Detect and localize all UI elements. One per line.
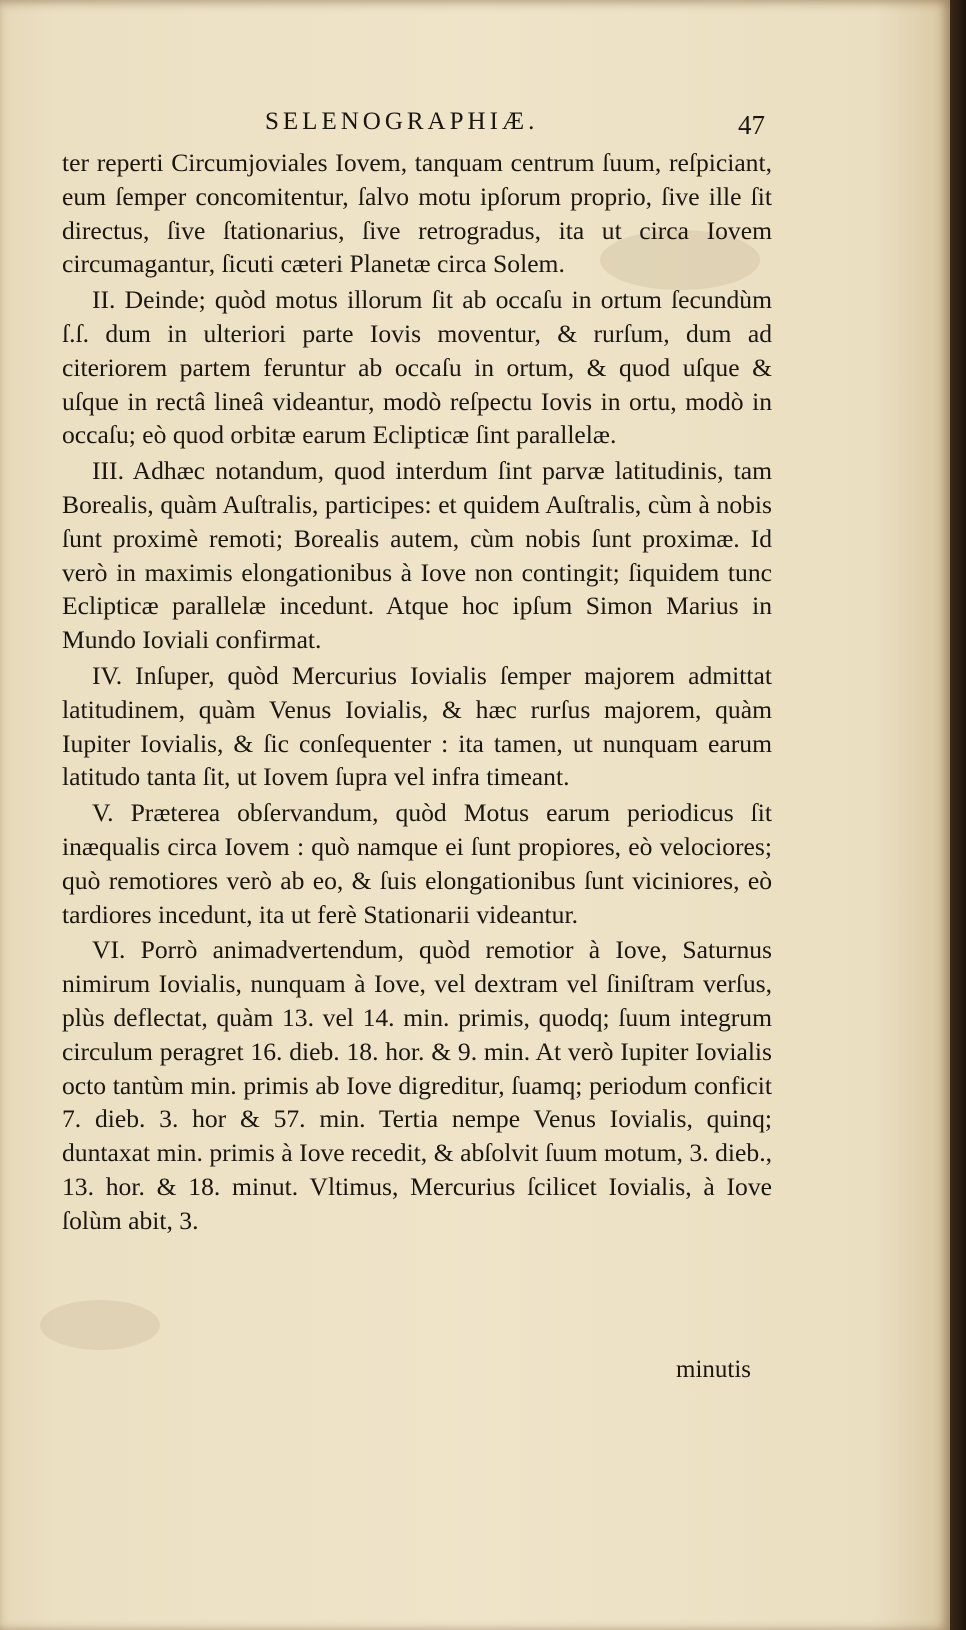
page-number: 47 [738, 110, 765, 140]
book-spine [950, 0, 966, 1630]
paragraph-continuation: ter reperti Circumjoviales Iovem, tanquam centrum ſuum, reſpiciant, eum ſemper concomitentur, ſalvo motu ipſorum proprio, ſive ille ſit directus, ſive ſtationarius, ſive retrogradus, ita ut circa Iovem circumagantur, ſicuti cæteri Planetæ circa Solem. [62, 148, 772, 279]
paragraph-vi: VI. Porrò animadvertendum, quòd remotior à Iove, Saturnus nimirum Iovialis, nunquam à Iove, vel dextram vel ſiniſtram verſus, plùs deflectat, quàm 13. vel 14. min. primis, quodq; ſuum integrum circulum peragret 16. dieb. 18. hor. & 9. min. At verò Iupiter Iovialis octo tantùm min. primis ab Iove digreditur, ſuamq; periodum conficit 7. dieb. 3. hor & 57. min. Tertia nempe Venus Iovialis, quinq; duntaxat min. primis à Iove recedit, & abſolvit ſuum motum, 3. dieb., 13. hor. & 18. minut. Vltimus, Mercurius ſcilicet Iovialis, à Iove ſolùm abit, 3. [62, 935, 772, 1235]
running-head: SELENOGRAPHIÆ. [265, 108, 539, 135]
paragraph-ii: II. Deinde; quòd motus illorum ſit ab occaſu in ortum ſecundùm ſ.ſ. dum in ulteriori parte Iovis moventur, & rurſum, dum ad citeriorem partem feruntur ab occaſu in ortum, & quod uſque & uſque in rectâ lineâ videantur, modò reſpectu Iovis in ortu, modò in occaſu; eò quod orbitæ earum Eclipticæ ſint parallelæ. [62, 285, 772, 450]
body-text [62, 146, 772, 1240]
paper-stain [40, 1300, 160, 1350]
page-header [0, 108, 950, 144]
paragraph-iii: III. Adhæc notandum, quod interdum ſint parvæ latitudinis, tam Borealis, quàm Auſtralis, participes: et quidem Auſtralis, cùm à nobis ſunt proximè remoti; Borealis autem, cùm nobis ſunt proximæ. Id verò in maximis elongationibus à Iove non contingit; ſiquidem tunc Eclipticæ parallelæ incedunt. Atque hoc ipſum Simon Marius in Mundo Ioviali confirmat. [62, 456, 772, 655]
catchword: minutis [676, 1356, 752, 1383]
paragraph-v: V. Præterea obſervandum, quòd Motus earum periodicus ſit inæqualis circa Iovem : quò namque ei ſunt propiores, eò velociores; quò remotiores verò ab eo, & ſuis elongationibus ſunt viciniores, eò tardiores incedunt, ita ut ferè Stationarii videantur. [62, 798, 772, 929]
paragraph-iv: IV. Inſuper, quòd Mercurius Iovialis ſemper majorem admittat latitudinem, quàm Venus Iovialis, & hæc rurſus majorem, quàm Iupiter Iovialis, & ſic conſequenter : ita tamen, ut nunquam earum latitudo tanta ſit, ut Iovem ſupra vel infra timeant. [62, 660, 772, 792]
